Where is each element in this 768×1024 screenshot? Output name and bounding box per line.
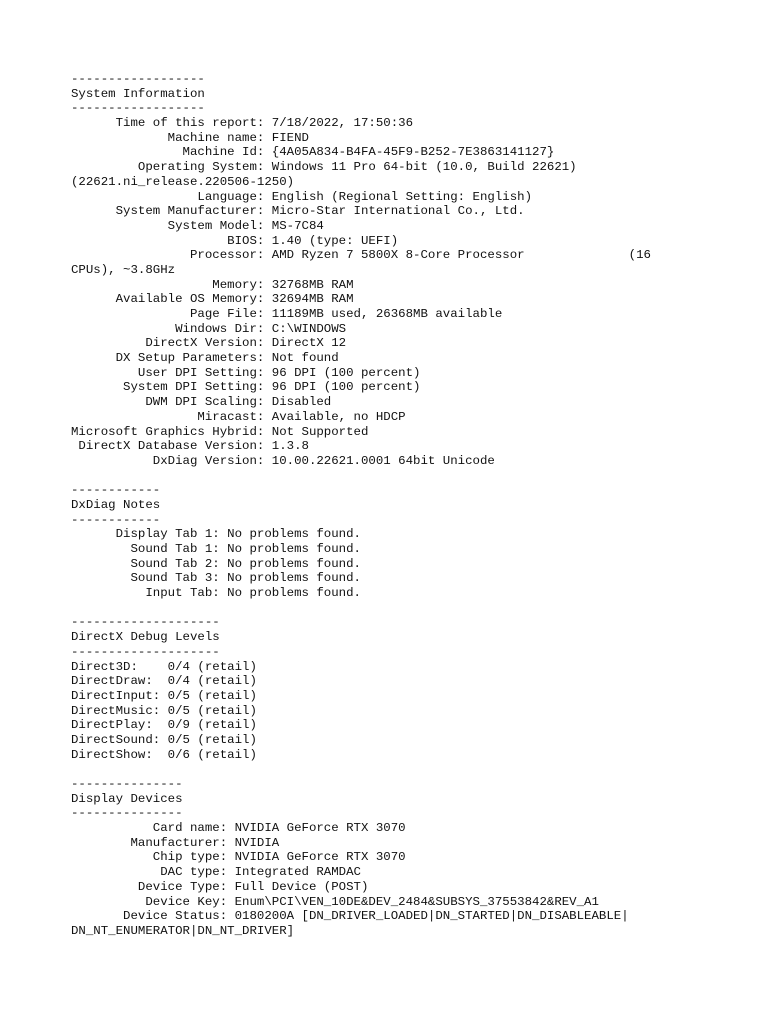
report-line: Sound Tab 2: No problems found. (71, 556, 361, 571)
dxdiag-report (71, 72, 731, 939)
report-line: CPUs), ~3.8GHz (71, 262, 176, 277)
report-line: DirectSound: 0/5 (retail) (71, 732, 257, 747)
report-line: -------------------- (71, 615, 220, 630)
section-title-display-devices: Display Devices (71, 791, 183, 806)
report-line: Manufacturer: NVIDIA (71, 835, 280, 850)
report-line: Available OS Memory: 32694MB RAM (71, 292, 354, 307)
report-line: DirectInput: 0/5 (retail) (71, 688, 257, 703)
blank-line (71, 762, 731, 777)
report-line: Device Status: 0180200A [DN_DRIVER_LOADED|DN_STARTED|DN_DISABLEABLE| (71, 909, 629, 924)
report-line: Sound Tab 1: No problems found. (71, 542, 361, 556)
report-line: (22621.ni_release.220506-1250) (71, 174, 295, 189)
blank-line (71, 601, 731, 616)
report-line: DirectDraw: 0/4 (retail) (71, 674, 257, 689)
section-title-directx-debug-levels: DirectX Debug Levels (71, 630, 220, 645)
report-line: ------------ (71, 483, 161, 498)
report-line: Page File: 11189MB used, 26368MB available (71, 307, 503, 321)
report-line: Sound Tab 3: No problems found. (71, 571, 361, 586)
section-title-system-information: System Information (71, 86, 205, 101)
report-line: Input Tab: No problems found. (71, 586, 361, 601)
report-line: DX Setup Parameters: Not found (71, 351, 339, 366)
report-line: Miracast: Available, no HDCP (71, 409, 406, 424)
report-line: --------------- (71, 806, 183, 821)
blank-line (71, 469, 731, 484)
report-line: Language: English (Regional Setting: English) (71, 189, 533, 204)
report-line: Microsoft Graphics Hybrid: Not Supported (71, 424, 369, 439)
report-line: Chip type: NVIDIA GeForce RTX 3070 (71, 850, 406, 865)
report-line: Time of this report: 7/18/2022, 17:50:36 (71, 116, 414, 131)
report-line: User DPI Setting: 96 DPI (100 percent) (71, 365, 421, 380)
report-line: System Manufacturer: Micro-Star International Co., Ltd. (71, 204, 525, 219)
report-line: -------------------- (71, 644, 220, 659)
report-line: DirectX Version: DirectX 12 (71, 336, 347, 351)
report-line: Display Tab 1: No problems found. (71, 527, 361, 542)
report-line: Machine name: FIEND (71, 130, 309, 145)
report-line: Machine Id: {4A05A834-B4FA-45F9-B252-7E3863141127} (71, 145, 555, 160)
report-line: ------------------ (71, 101, 205, 116)
report-line: DWM DPI Scaling: Disabled (71, 395, 332, 410)
report-line: DAC type: Integrated RAMDAC (71, 865, 361, 880)
section-title-dxdiag-notes: DxDiag Notes (71, 497, 161, 512)
report-line: System DPI Setting: 96 DPI (100 percent) (71, 380, 421, 395)
report-line: System Model: MS-7C84 (71, 218, 324, 233)
report-line: Direct3D: 0/4 (retail) (71, 659, 257, 674)
report-line: DN_NT_ENUMERATOR|DN_NT_DRIVER] (71, 923, 295, 938)
report-line: Device Type: Full Device (POST) (71, 879, 369, 894)
report-line: Processor: AMD Ryzen 7 5800X 8-Core Processor (16 (71, 248, 651, 263)
report-line: Operating System: Windows 11 Pro 64-bit (10.0, Build 22621) (71, 160, 577, 175)
report-line: ------------------ (71, 72, 205, 86)
report-line: Device Key: Enum\PCI\VEN_10DE&DEV_2484&SUBSYS_37553842&REV_A1 (71, 894, 599, 909)
report-line: DirectMusic: 0/5 (retail) (71, 703, 257, 718)
report-line: DirectX Database Version: 1.3.8 (71, 439, 309, 454)
report-line: Windows Dir: C:\WINDOWS (71, 321, 347, 336)
report-line: Card name: NVIDIA GeForce RTX 3070 (71, 821, 406, 836)
report-line: DxDiag Version: 10.00.22621.0001 64bit Unicode (71, 453, 495, 468)
report-line: --------------- (71, 777, 183, 791)
report-line: Memory: 32768MB RAM (71, 277, 354, 292)
report-line: ------------ (71, 512, 161, 527)
report-line: BIOS: 1.40 (type: UEFI) (71, 233, 399, 248)
report-line: DirectShow: 0/6 (retail) (71, 747, 257, 762)
report-line: DirectPlay: 0/9 (retail) (71, 718, 257, 733)
